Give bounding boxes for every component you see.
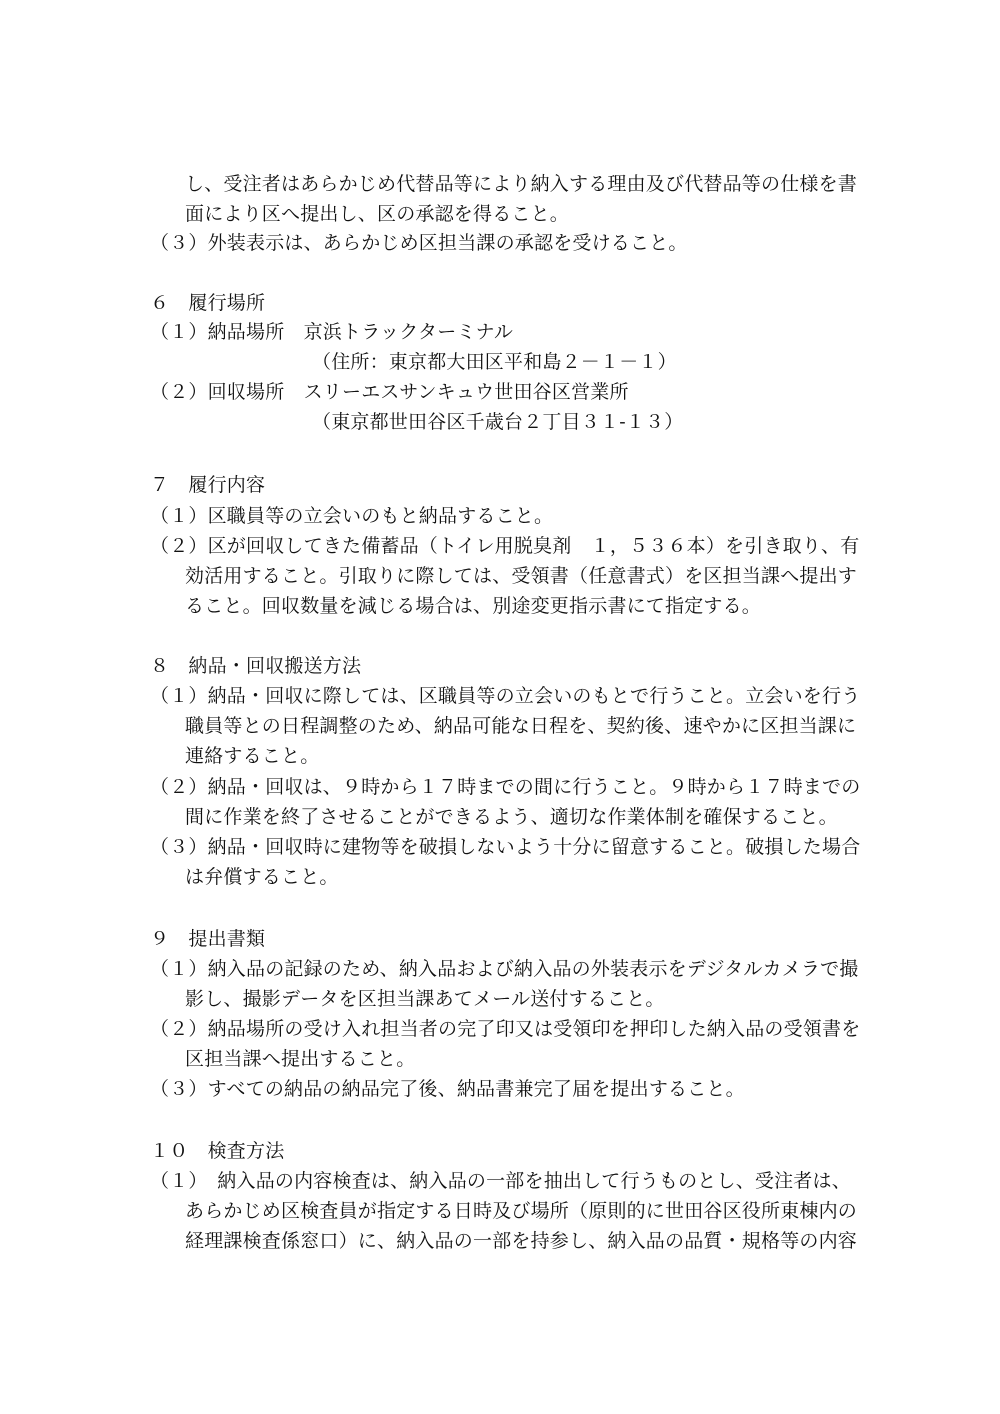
text-line: （２）納品場所の受け入れ担当者の完了印又は受領印を押印した納入品の受領書を bbox=[150, 1018, 861, 1040]
text-line: し、受注者はあらかじめ代替品等により納入する理由及び代替品等の仕様を書 bbox=[185, 173, 858, 195]
text-line: 経理課検査係窓口）に、納入品の一部を持参し、納入品の品質・規格等の内容 bbox=[185, 1230, 858, 1252]
text-line: 区担当課へ提出すること。 bbox=[185, 1048, 416, 1070]
text-line: （１）納品場所 京浜トラックターミナル bbox=[150, 321, 514, 343]
text-line: （３）外装表示は、あらかじめ区担当課の承認を受けること。 bbox=[150, 232, 688, 254]
text-line: 影し、撮影データを区担当課あてメール送付すること。 bbox=[185, 988, 665, 1010]
text-line: 効活用すること。引取りに際しては、受領書（任意書式）を区担当課へ提出す bbox=[185, 565, 858, 587]
address-line: （住所：東京都大田区平和島２－１－１） bbox=[312, 351, 677, 373]
text-line: （３）納品・回収時に建物等を破損しないよう十分に留意すること。破損した場合 bbox=[150, 836, 861, 858]
text-line: （２）回収場所 スリーエスサンキュウ世田谷区営業所 bbox=[150, 381, 629, 403]
text-line: 職員等との日程調整のため、納品可能な日程を、契約後、速やかに区担当課に bbox=[185, 715, 857, 737]
address-line: （東京都世田谷区千歳台２丁目３１-１３） bbox=[312, 411, 684, 433]
text-line: （１）納入品の記録のため、納入品および納入品の外装表示をデジタルカメラで撮 bbox=[150, 958, 859, 980]
text-line: は弁償すること。 bbox=[185, 866, 339, 888]
text-line: （２）区が回収してきた備蓄品（トイレ用脱臭剤 １，５３６本）を引き取り、有 bbox=[150, 535, 860, 557]
text-line: あらかじめ区検査員が指定する日時及び場所（原則的に世田谷区役所東棟内の bbox=[185, 1200, 858, 1222]
section-heading: ８ 納品・回収搬送方法 bbox=[150, 655, 362, 677]
section-heading: ９ 提出書類 bbox=[150, 928, 266, 950]
section-heading: １０ 検査方法 bbox=[150, 1140, 285, 1162]
text-line: （３）すべての納品の納品完了後、納品書兼完了届を提出すること。 bbox=[150, 1078, 745, 1100]
text-line: （２）納品・回収は、９時から１７時までの間に行うこと。９時から１７時までの bbox=[150, 776, 861, 798]
text-line: 連絡すること。 bbox=[185, 745, 320, 767]
section-heading: ７ 履行内容 bbox=[150, 474, 266, 496]
text-line: 間に作業を終了させることができるよう、適切な作業体制を確保すること。 bbox=[185, 806, 838, 828]
text-line: （１）納品・回収に際しては、区職員等の立会いのもとで行うこと。立会いを行う bbox=[150, 685, 861, 707]
text-line: （１）区職員等の立会いのもと納品すること。 bbox=[150, 505, 554, 527]
text-line: （１） 納入品の内容検査は、納入品の一部を抽出して行うものとし、受注者は、 bbox=[150, 1170, 851, 1192]
text-line: ること。回収数量を減じる場合は、別途変更指示書にて指定する。 bbox=[185, 595, 762, 617]
section-heading: ６ 履行場所 bbox=[150, 292, 266, 314]
text-line: 面により区へ提出し、区の承認を得ること。 bbox=[185, 203, 570, 225]
